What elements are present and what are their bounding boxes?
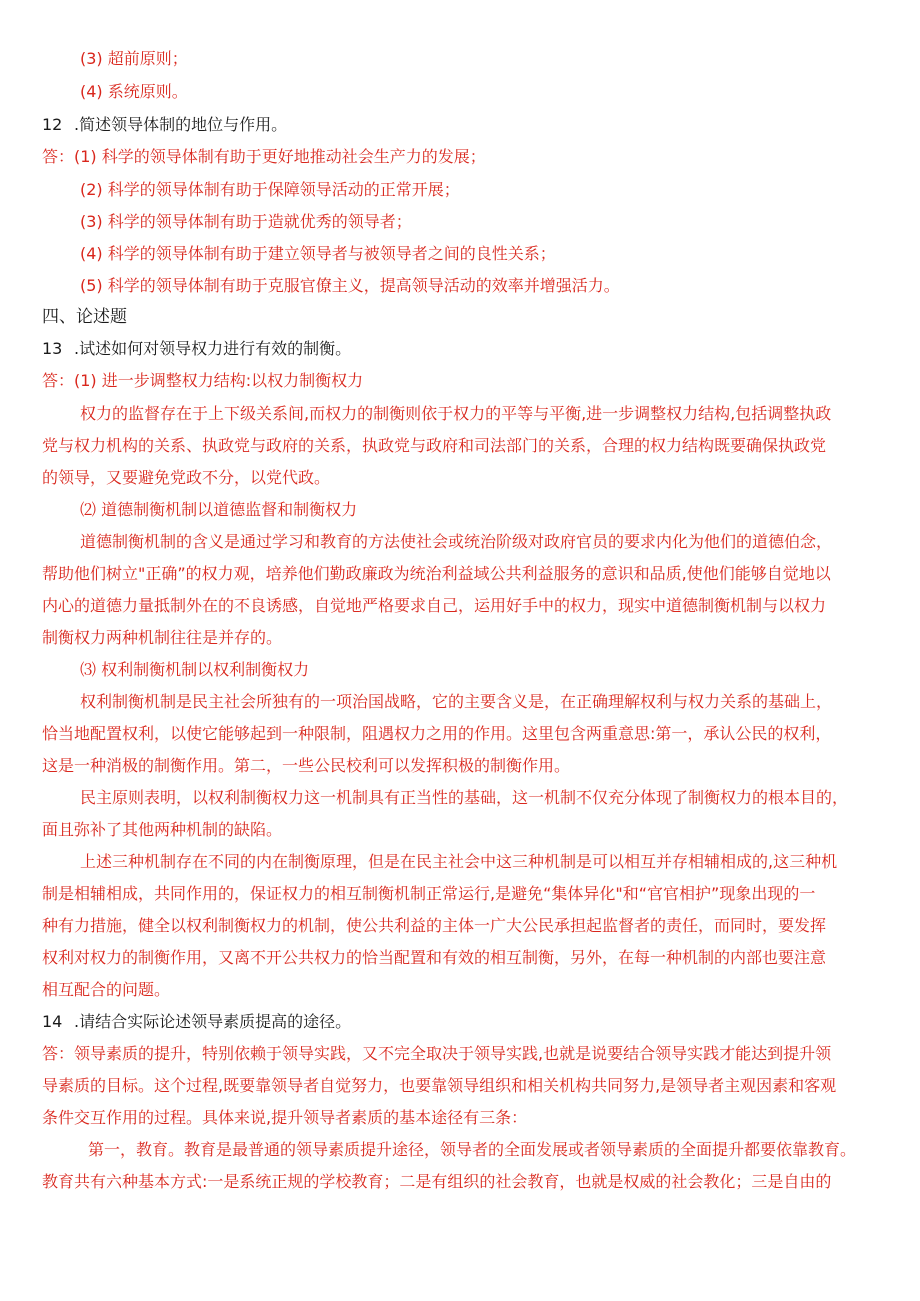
answer-14-para-2: 教育共有六种基本方式:一是系统正规的学校教育；二是有组织的社会教育，也就是权威的社会教化；三是自由的 <box>42 1172 832 1191</box>
answer-13-para-2: 道德制衡机制的含义是通过学习和教育的方法使社会或统治阶级对政府官员的要求内化为他们的道德伯念， <box>80 532 833 551</box>
answer-13-heading-1: 答：(1) 进一步调整权力结构:以权力制衡权力 <box>42 371 364 390</box>
answer-13-para-5: 相互配合的问题。 <box>42 980 171 999</box>
answer-13-para-4: 民主原则表明，以权利制衡权力这一机制具有正当性的基础，这一机制不仅充分体现了制衡权力的根本目的， <box>80 788 849 807</box>
answer-13-para-2: 制衡权力两种机制往往是并存的。 <box>42 628 283 647</box>
answer-13-heading-2: ⑵ 道德制衡机制以道德监督和制衡权力 <box>80 500 358 519</box>
answer-13-para-1: 的领导，又要避免党政不分，以党代政。 <box>42 468 331 487</box>
answer-13-para-5: 制是相辅相成，共同作用的，保证权力的相互制衡机制正常运行,是避免“集体异化"和“官官相护”现象出现的一 <box>42 884 816 903</box>
principle-3: (3) 超前原则； <box>80 49 188 68</box>
principle-4: (4) 系统原则。 <box>80 82 188 101</box>
answer-14-para-1: 答：领导素质的提升，特别依赖于领导实践，又不完全取决于领导实践,也就是说要结合领导实践才能达到提升领 <box>42 1044 832 1063</box>
question-text: .请结合实际论述领导素质提高的途径。 <box>74 1012 352 1031</box>
answer-13-heading-3: ⑶ 权利制衡机制以权利制衡权力 <box>80 660 310 679</box>
answer-13-para-3: 恰当地配置权利，以使它能够起到一种限制，阻遇权力之用的作用。这里包含两重意思:第一，承认公民的权利， <box>42 724 832 743</box>
answer-14-para-1: 导素质的目标。这个过程,既要靠领导者自觉努力，也要靠领导组织和相关机构共同努力,是领导者主观因素和客观 <box>42 1076 837 1095</box>
answer-12-line-4: (4) 科学的领导体制有助于建立领导者与被领导者之间的良性关系； <box>80 244 556 263</box>
answer-12-line-1: 答：(1) 科学的领导体制有助于更好地推动社会生产力的发展； <box>42 147 486 166</box>
answer-12-line-5: (5) 科学的领导体制有助于克服官僚主义，提高领导活动的效率并增强活力。 <box>80 276 620 295</box>
answer-13-para-5: 种有力措施，健全以权利制衡权力的机制，使公共利益的主体一广大公民承担起监督者的责任，而同时，要发挥 <box>42 916 827 935</box>
question-number: 14 <box>42 1012 63 1031</box>
question-text: .试述如何对领导权力进行有效的制衡。 <box>74 339 352 358</box>
answer-13-para-1: 权力的监督存在于上下级关系间,而权力的制衡则依于权力的平等与平衡,进一步调整权力结构,包括调整执政 <box>80 404 832 423</box>
answer-13-para-2: 帮助他们树立"正确”的权力观，培养他们勤政廉政为统治利益域公共利益服务的意识和品质,使他们能够自觉地以 <box>42 564 831 583</box>
answer-12-line-2: (2) 科学的领导体制有助于保障领导活动的正常开展； <box>80 180 460 199</box>
answer-13-para-5: 上述三种机制存在不同的内在制衡原理，但是在民主社会中这三种机制是可以相互并存相辅相成的,这三种机 <box>80 852 838 871</box>
answer-13-para-3: 权利制衡机制是民主社会所独有的一项治国战略，它的主要含义是，在正确理解权利与权力关系的基础上， <box>80 692 833 711</box>
answer-13-para-1: 党与权力机构的关系、执政党与政府的关系，执政党与政府和司法部门的关系，合理的权力结构既要确保执政党 <box>42 436 827 455</box>
answer-13-para-2: 内心的道德力量抵制外在的不良诱感，自觉地严格要求自己，运用好手中的权力，现实中道德制衡机制与以权力 <box>42 596 827 615</box>
question-number: 12 <box>42 115 63 134</box>
question-number: 13 <box>42 339 63 358</box>
answer-13-para-4: 面且弥补了其他两种机制的缺陷。 <box>42 820 283 839</box>
answer-12-line-3: (3) 科学的领导体制有助于造就优秀的领导者； <box>80 212 412 231</box>
answer-14-para-1: 条件交互作用的过程。具体来说,提升领导者素质的基本途径有三条： <box>42 1108 528 1127</box>
answer-13-para-5: 权利对权力的制衡作用，又离不开公共权力的恰当配置和有效的相互制衡，另外，在每一种机制的内部也要注意 <box>42 948 827 967</box>
section-heading: 四、论述题 <box>42 307 127 327</box>
question-text: .简述领导体制的地位与作用。 <box>74 115 288 134</box>
answer-13-para-3: 这是一种消极的制衡作用。第二，一些公民校利可以发挥积极的制衡作用。 <box>42 756 571 775</box>
answer-14-para-2: 第一，教育。教育是最普通的领导素质提升途径，领导者的全面发展或者领导素质的全面提升都要依靠教育。 <box>88 1140 857 1159</box>
